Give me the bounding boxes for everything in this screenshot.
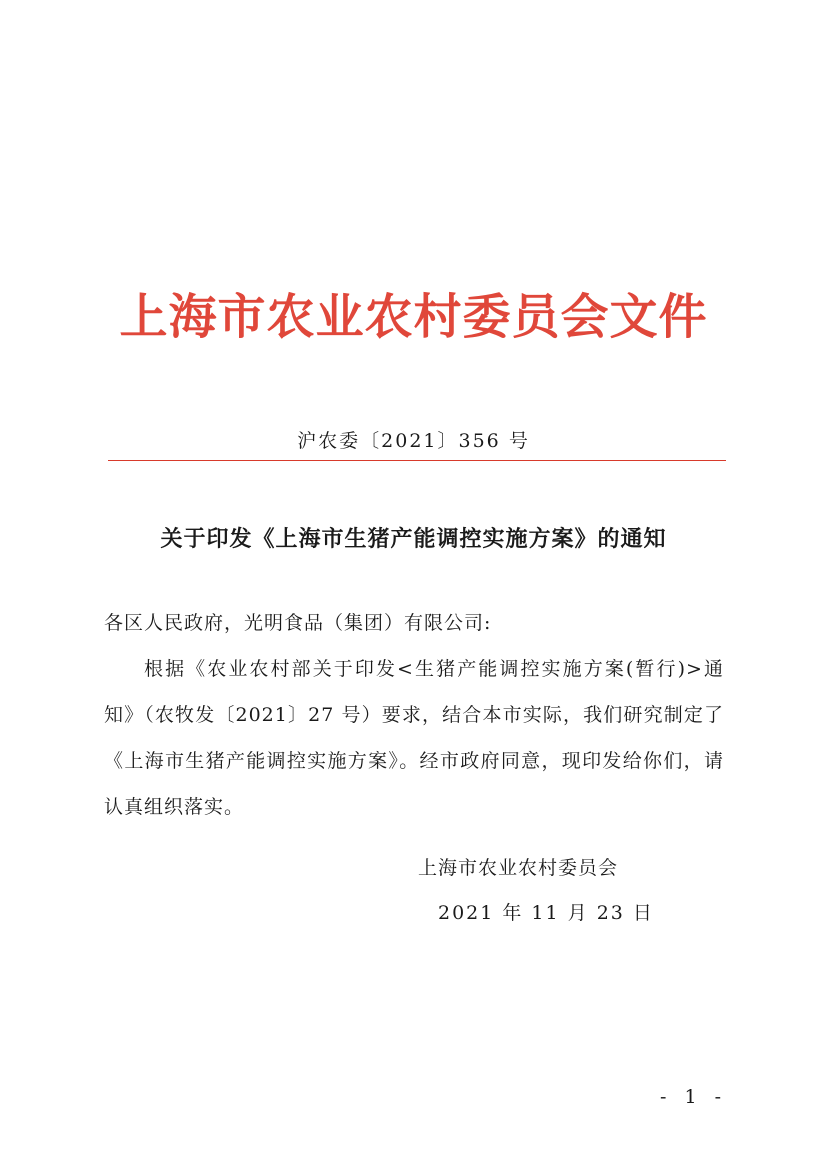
red-divider-line: [108, 460, 726, 461]
body-paragraph: 根据《农业农村部关于印发<生猪产能调控实施方案(暂行)>通知》（农牧发〔2021〕27 号）要求，结合本市实际，我们研究制定了《上海市生猪产能调控实施方案》。经市政府同意，现印发给你们，请认真组织落实。: [104, 658, 724, 818]
signature-date: 2021 年 11 月 23 日: [438, 902, 654, 924]
notice-title: 关于印发《上海市生猪产能调控实施方案》的通知: [160, 526, 667, 552]
signature-organization: 上海市农业农村委员会: [418, 857, 619, 879]
salutation: 各区人民政府，光明食品（集团）有限公司:: [104, 612, 492, 634]
document-header-title: 上海市农业农村委员会文件: [119, 289, 708, 345]
notice-body: [104, 600, 724, 830]
page-number: - 1 -: [660, 1086, 728, 1108]
document-number: 沪农委〔2021〕356 号: [297, 430, 530, 452]
